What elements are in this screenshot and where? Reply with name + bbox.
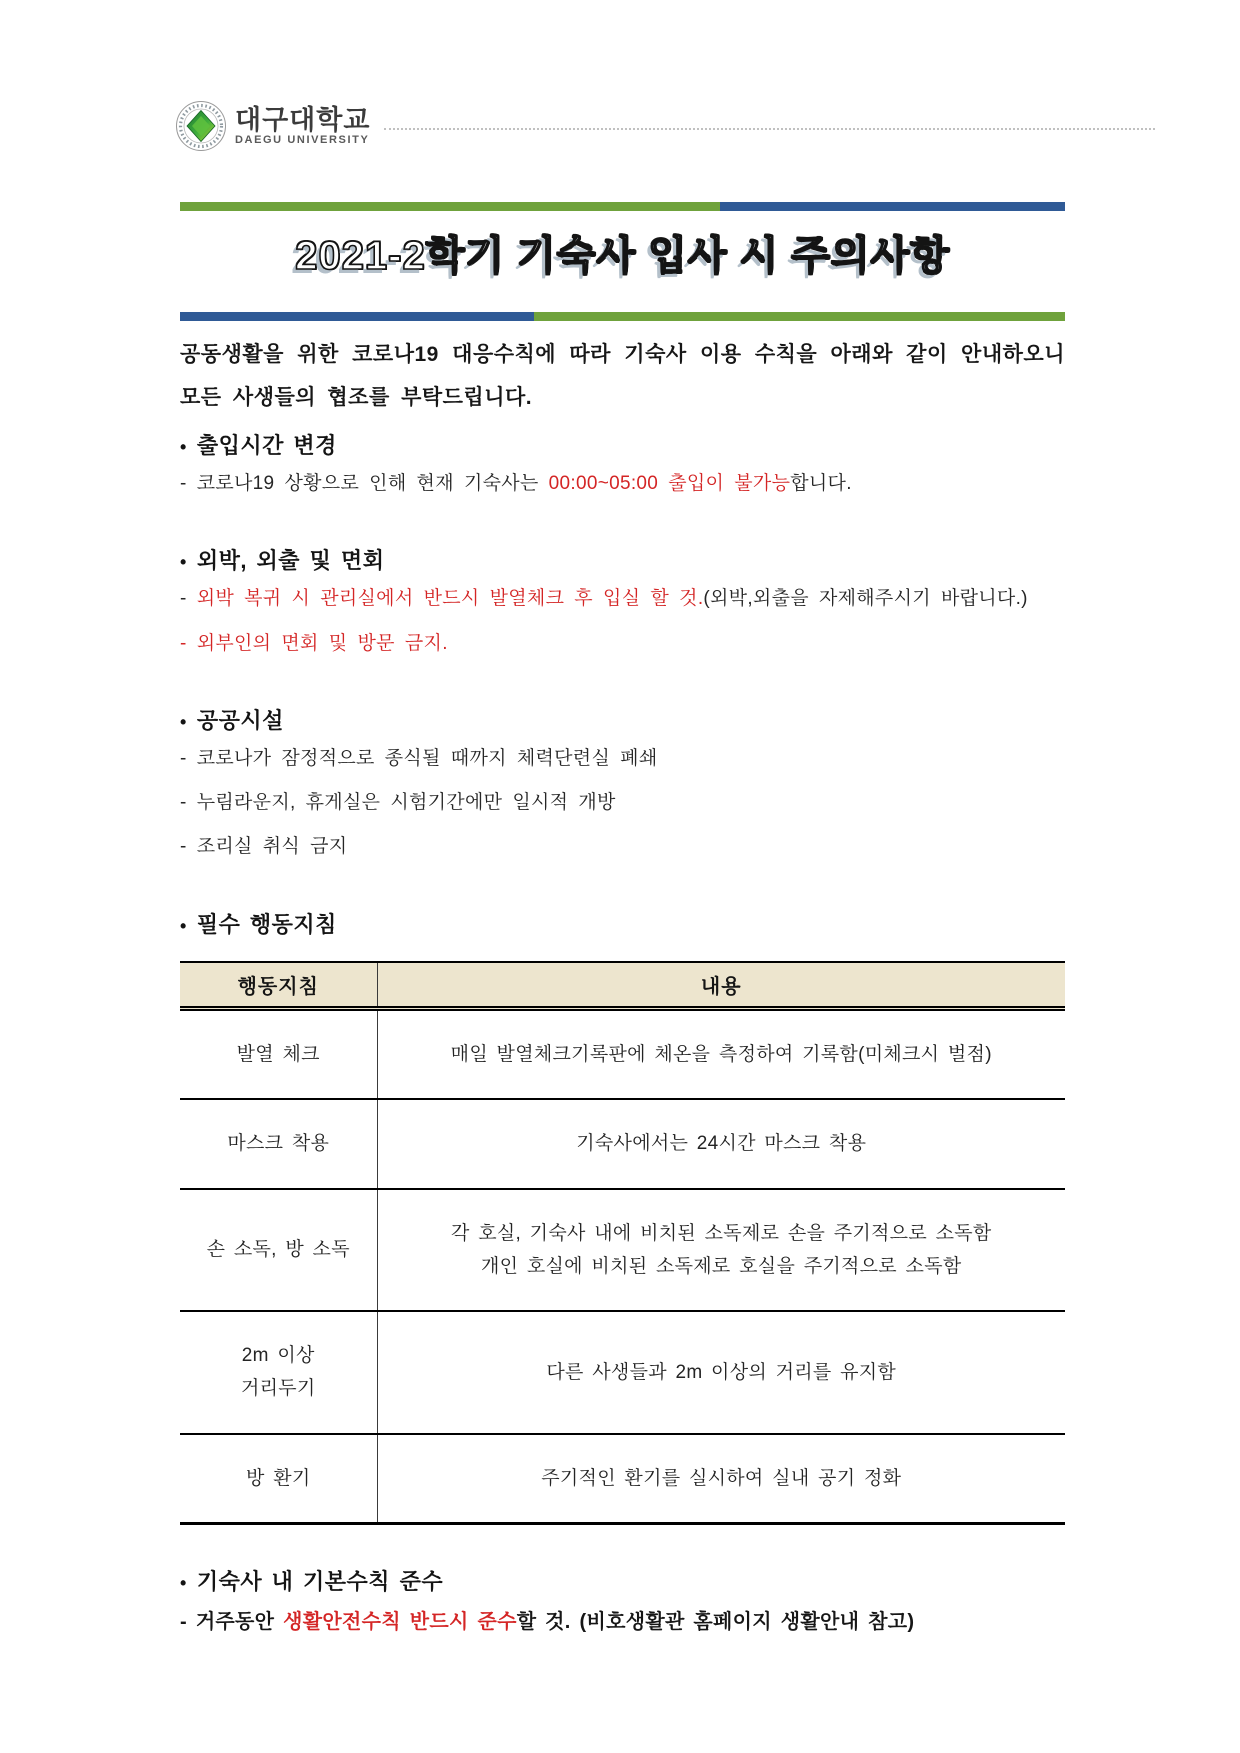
section-heading	[180, 544, 1065, 575]
action-guidelines-table	[180, 961, 1065, 1525]
section-basic-rules	[180, 1565, 1065, 1642]
rule-item	[180, 464, 1065, 504]
section-heading-label: 필수 행동지침	[196, 911, 337, 937]
section-heading-label: 출입시간 변경	[196, 433, 337, 459]
rule-sections	[180, 429, 1065, 868]
section-heading-label: 기숙사 내 기본수칙 준수	[196, 1568, 444, 1594]
final-rule-item	[180, 1602, 1065, 1642]
text-run: - 누림라운지, 휴게실은 시험기간에만 일시적 개방	[180, 792, 616, 814]
text-run: - 코로나19 상황으로 인해 현재 기숙사는	[180, 473, 549, 495]
section-heading-label: 공공시설	[196, 707, 284, 733]
header-dotted-rule	[384, 128, 1155, 130]
cell-line: 주기적인 환기를 실시하여 실내 공기 정화	[541, 1467, 902, 1489]
bullet-icon: •	[180, 711, 187, 732]
section-heading-label: 외박, 외출 및 면회	[196, 548, 385, 574]
university-name-en: DAEGU UNIVERSITY	[235, 134, 370, 147]
table-row	[180, 1099, 1065, 1188]
action-cell	[180, 1099, 377, 1188]
section-heading	[180, 1565, 1065, 1596]
rule-item	[180, 579, 1065, 619]
green-bar-segment	[534, 312, 1065, 321]
text-run: - 조리실 취식 금지	[180, 836, 348, 858]
intro-paragraph: 공동생활을 위한 코로나19 대응수칙에 따라 기숙사 이용 수칙을 아래와 같이 안내하오니 모든 사생들의 협조를 부탁드립니다.	[180, 343, 1065, 410]
cell-line: 각 호실, 기숙사 내에 비치된 소독제로 손을 주기적으로 소독함	[450, 1222, 992, 1244]
content	[180, 429, 1065, 1642]
section-heading	[180, 908, 1065, 939]
action-cell	[180, 1189, 377, 1312]
cell-line: 마스크 착용	[227, 1133, 330, 1155]
rule-item	[180, 624, 1065, 664]
rule-section	[180, 429, 1065, 504]
highlighted-text: - 외부인의 면회 및 방문 금지.	[180, 632, 448, 654]
column-header-content: 내용	[377, 962, 1065, 1009]
section-heading	[180, 429, 1065, 460]
page-title: 2021-2학기 기숙사 입사 시 주의사항	[295, 234, 950, 278]
university-seal-icon	[175, 100, 227, 152]
cell-line: 2m 이상	[241, 1345, 315, 1367]
cell-line: 손 소독, 방 소독	[206, 1239, 350, 1261]
highlighted-text: 생활안전수칙 반드시 준수	[283, 1610, 517, 1633]
text-run: -	[180, 588, 197, 610]
cell-line: 다른 사생들과 2m 이상의 거리를 유지함	[546, 1361, 897, 1383]
cell-line: 매일 발열체크기록판에 체온을 측정하여 기록함(미체크시 벌점)	[450, 1044, 992, 1066]
rule-item	[180, 783, 1065, 823]
table-row	[180, 1009, 1065, 1100]
rule-item	[180, 739, 1065, 779]
text-run: 할 것. (비호생활관 홈페이지 생활안내 참고)	[516, 1610, 915, 1633]
table-row	[180, 1434, 1065, 1524]
logo-text	[235, 106, 370, 146]
text-run: (외박,외출을 자제해주시기 바랍니다.)	[703, 588, 1028, 610]
content-cell	[377, 1099, 1065, 1188]
cell-line: 거리두기	[240, 1378, 316, 1400]
bottom-color-bar	[180, 312, 1065, 321]
table-row	[180, 1189, 1065, 1312]
content-cell	[377, 1434, 1065, 1524]
section-action-guidelines	[180, 908, 1065, 1525]
blue-bar-segment	[180, 312, 534, 321]
column-header-action: 행동지침	[180, 962, 377, 1009]
header	[0, 0, 1240, 152]
cell-line: 개인 호실에 비치된 소독제로 호실을 주기적으로 소독함	[480, 1255, 962, 1277]
rule-section	[180, 704, 1065, 868]
action-cell	[180, 1311, 377, 1434]
action-cell	[180, 1009, 377, 1100]
cell-line: 발열 체크	[236, 1044, 320, 1066]
cell-line: 기숙사에서는 24시간 마스크 착용	[576, 1133, 867, 1155]
green-bar-segment	[180, 202, 720, 211]
table-row	[180, 1311, 1065, 1434]
text-run: 합니다.	[790, 473, 852, 495]
top-color-bar	[180, 202, 1065, 211]
text-run: - 코로나가 잠정적으로 종식될 때까지 체력단련실 폐쇄	[180, 747, 658, 769]
university-name-ko: 대구대학교	[235, 104, 371, 135]
bullet-icon: •	[180, 915, 187, 936]
rule-section	[180, 544, 1065, 664]
cell-line: 방 환기	[245, 1467, 311, 1489]
action-cell	[180, 1434, 377, 1524]
highlighted-text: 00:00~05:00 출입이 불가능	[548, 473, 791, 495]
rule-item	[180, 827, 1065, 867]
blue-bar-segment	[720, 202, 1065, 211]
section-heading	[180, 704, 1065, 735]
content-cell	[377, 1311, 1065, 1434]
table-header-row	[180, 962, 1065, 1009]
highlighted-text: 외박 복귀 시 관리실에서 반드시 발열체크 후 입실 할 것.	[196, 588, 704, 610]
bullet-icon: •	[180, 1572, 187, 1593]
content-cell	[377, 1189, 1065, 1312]
bullet-icon: •	[180, 437, 187, 458]
content-cell	[377, 1009, 1065, 1100]
bullet-icon: •	[180, 552, 187, 573]
text-run: - 거주동안	[180, 1610, 284, 1633]
